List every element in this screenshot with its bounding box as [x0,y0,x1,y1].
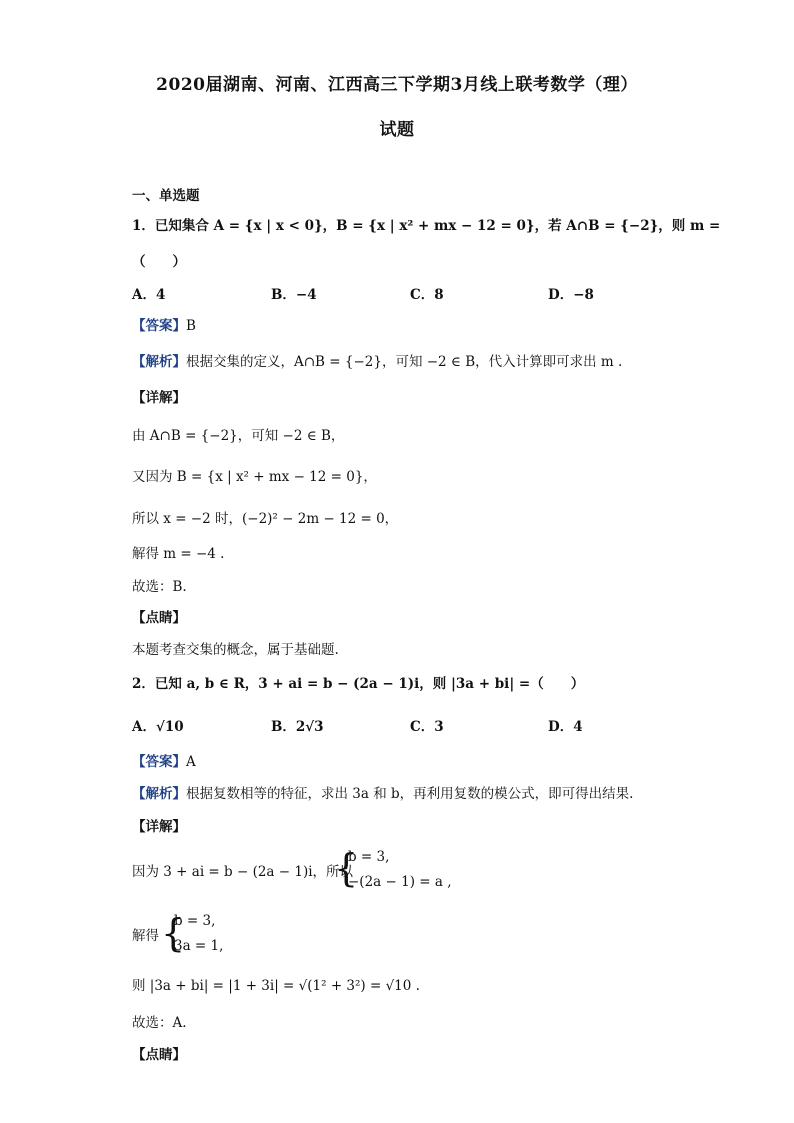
doc-title-line1: 2020届湖南、河南、江西高三下学期3月线上联考数学（理） [156,75,638,95]
brace-symbol: { [161,911,186,955]
q1-comment-tag: 【点睛】 [132,610,186,626]
q1-detail-1: 由 A∩B = {−2}，可知 −2 ∈ B， [132,428,345,444]
q1-answer: B [186,318,196,334]
analysis-tag: 【解析】 [132,354,186,370]
brace-symbol: { [334,846,359,890]
q1-detail-2: 又因为 B = {x | x² + mx − 12 = 0}， [132,469,377,485]
answer-tag: 【答案】 [132,318,186,334]
q1-detail-3: 所以 x = −2 时，(−2)² − 2m − 12 = 0， [132,511,399,527]
q2-detail-intro: 因为 3 + ai = b − (2a − 1)i，所以 [132,864,354,880]
q1-detail-tag: 【详解】 [132,390,186,406]
q1-option-a: A．4 [132,287,166,303]
section-heading: 一、单选题 [132,188,200,204]
q1-paren: （ ） [132,254,186,270]
q2-analysis: 根据复数相等的特征，求出 3a 和 b，再利用复数的模公式，即可得出结果. [186,786,634,802]
q2-comment-tag: 【点睛】 [132,1047,186,1063]
q1-detail-5: 故选：B. [132,579,187,595]
q2-choice: 故选：A. [132,1015,187,1031]
q1-detail-4: 解得 m = −4 . [132,546,225,562]
doc-title-line2: 试题 [379,120,415,140]
q1-stem: 1．已知集合 A = {x | x < 0}，B = {x | x² + mx − 12 = 0}，若 A∩B = {−2}，则 m = [132,218,721,234]
q2-result: 则 |3a + bi| = |1 + 3i| = √(1² + 3²) = √10 . [132,978,420,994]
q1-analysis: 根据交集的定义，A∩B = {−2}，可知 −2 ∈ B，代入计算即可求出 m . [186,354,623,370]
q2-detail-tag: 【详解】 [132,819,186,835]
q1-option-c: C．8 [410,287,444,303]
q2-system2-line1: b = 3, [174,913,216,929]
q2-analysis-line [132,784,633,804]
answer-tag: 【答案】 [132,754,186,770]
q2-answer: A [186,754,196,770]
q2-system1-line1: b = 3, [348,849,390,865]
q2-system2-line2: 3a = 1, [174,938,224,954]
q2-stem: 2．已知 a, b ∈ R，3 + ai = b − (2a − 1)i，则 |3a + bi| =（ ） [132,676,585,692]
q1-answer-line [132,316,196,336]
q1-option-d: D．−8 [548,287,594,303]
q2-system1-line2: −(2a − 1) = a , [348,874,452,890]
analysis-tag: 【解析】 [132,786,186,802]
q2-answer-line [132,752,196,772]
q2-option-b: B．2√3 [271,719,324,735]
q2-solve-intro: 解得 [132,928,159,944]
q2-option-a: A．√10 [132,719,184,735]
q2-option-c: C．3 [410,719,444,735]
q1-comment: 本题考查交集的概念，属于基础题. [132,642,339,658]
q1-option-b: B．−4 [271,287,317,303]
q2-option-d: D．4 [548,719,583,735]
q1-analysis-line [132,352,622,372]
